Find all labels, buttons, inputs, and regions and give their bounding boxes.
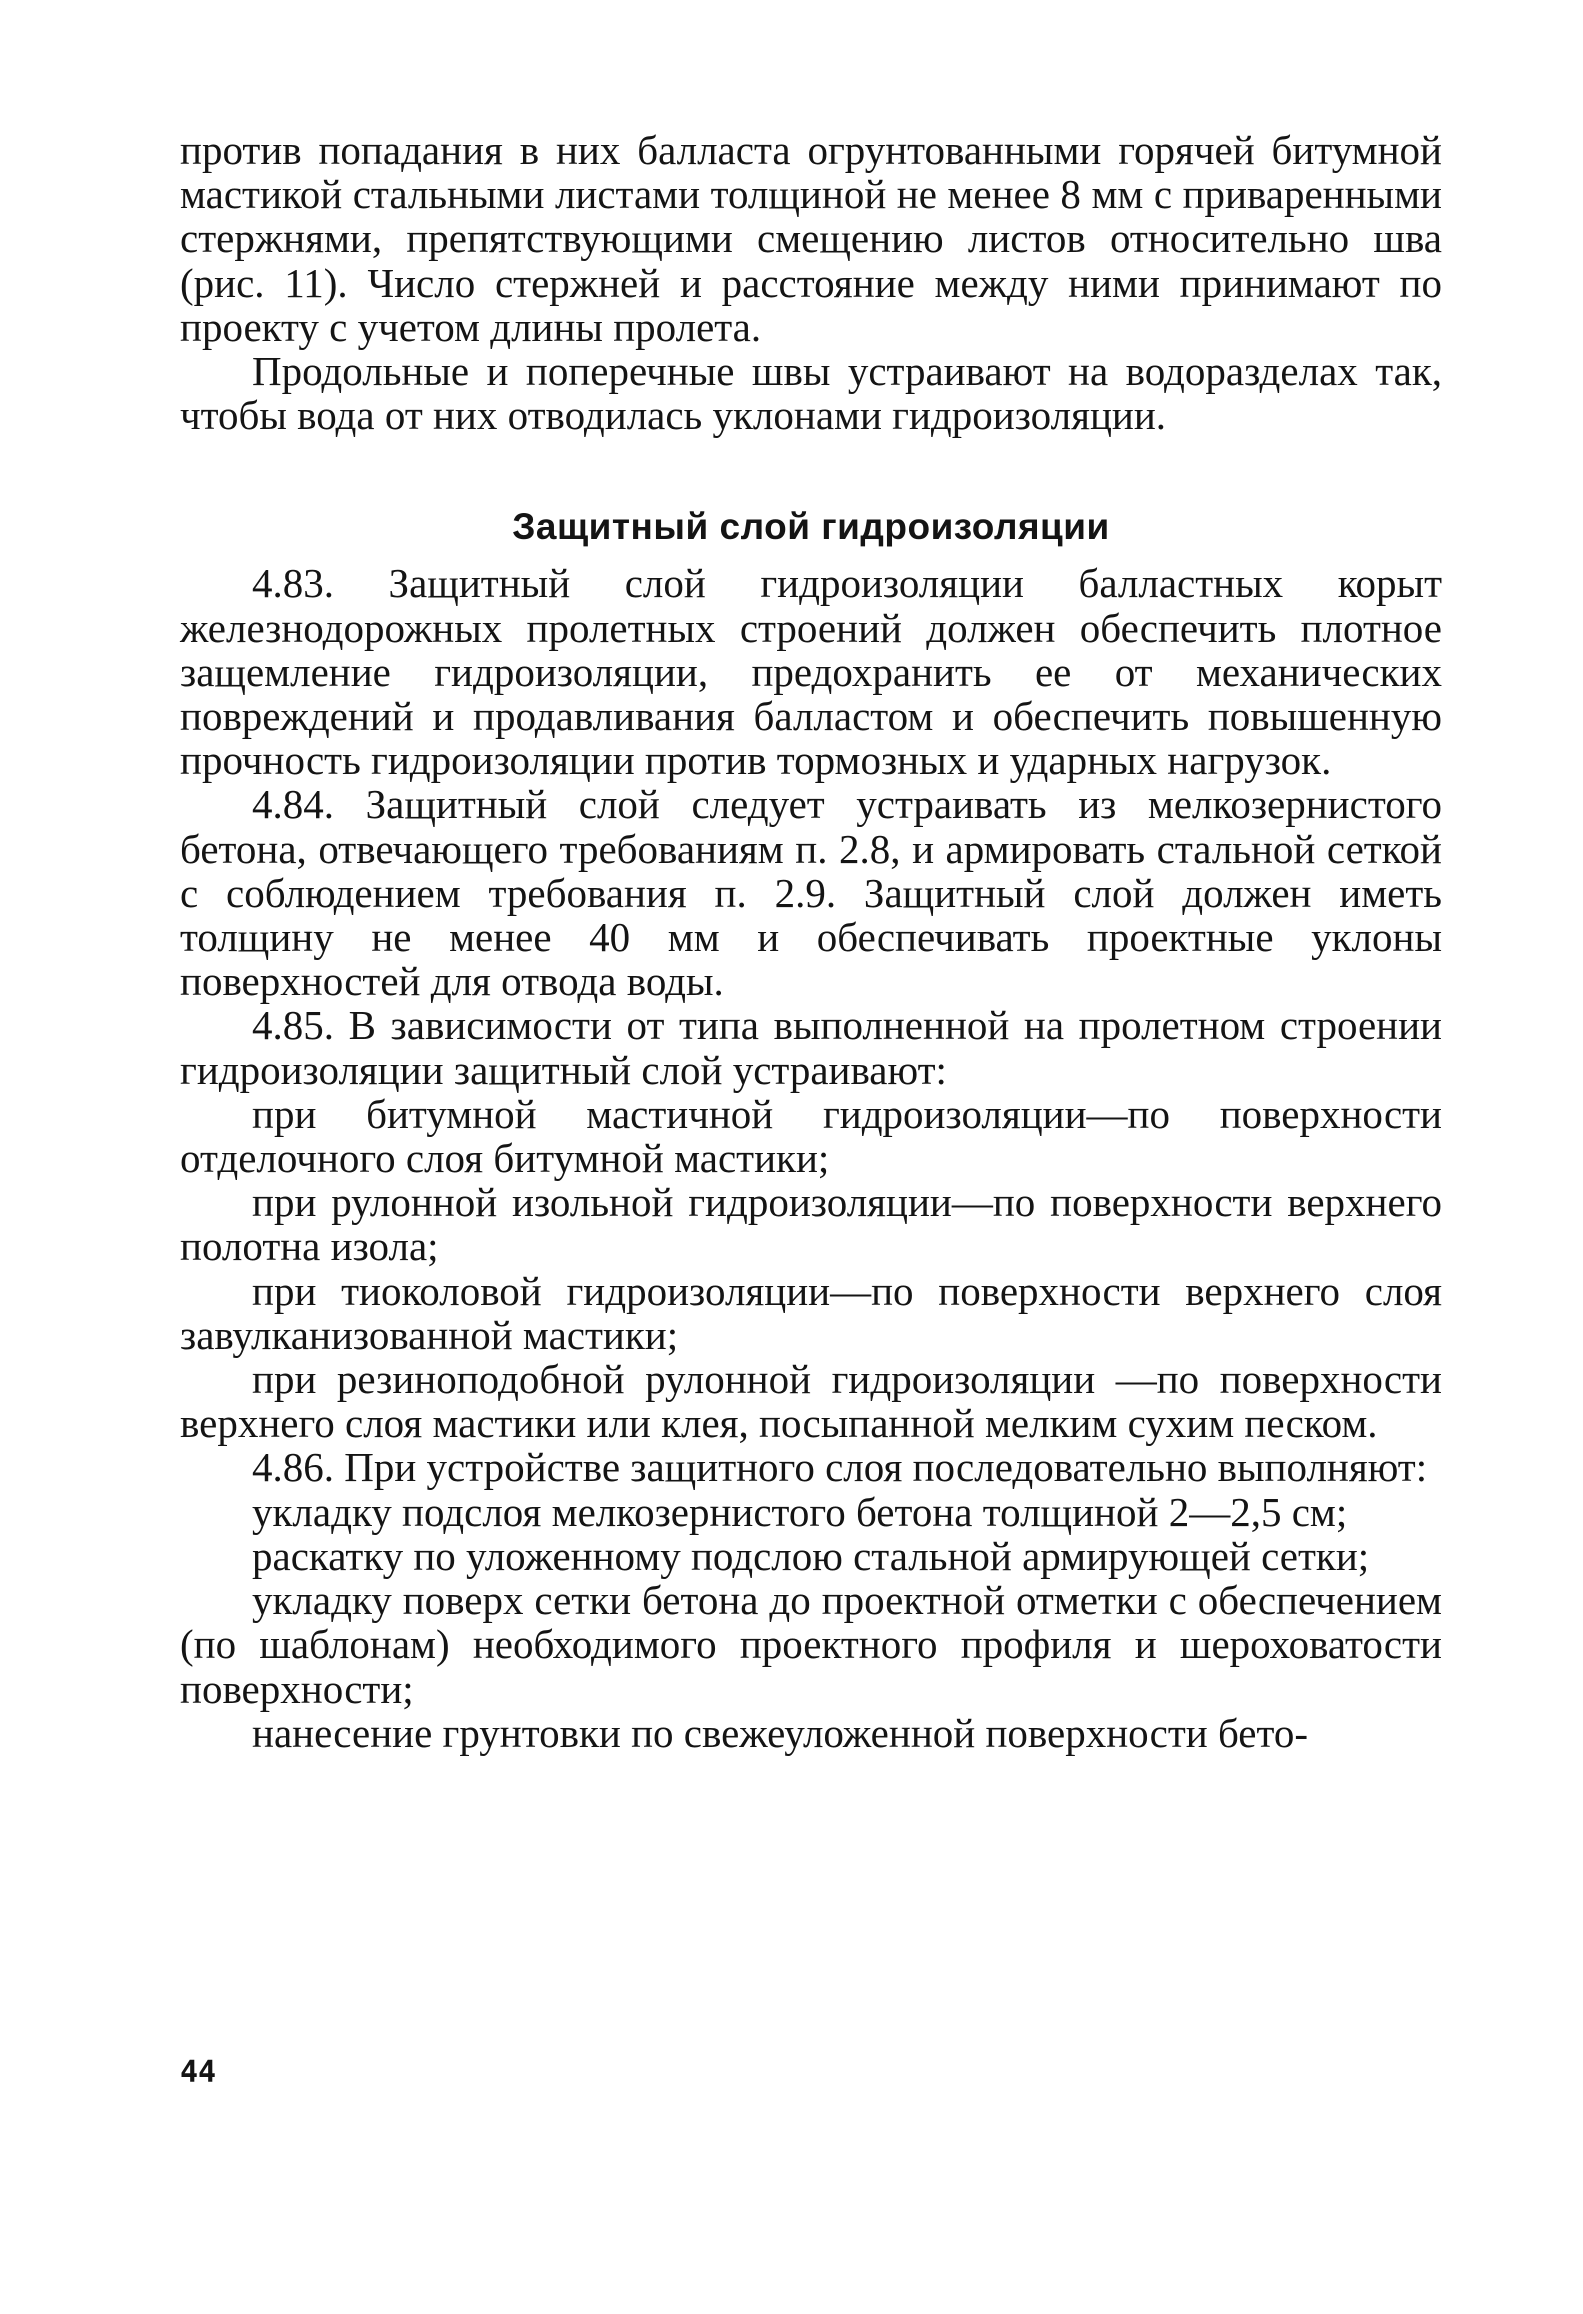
page-number: 44 [180, 2055, 217, 2090]
paragraph-4-84: 4.84. Защитный слой следует устраивать из мелкозернистого бетона, отвечающего требованиям п. 2.8, и армировать стальной сеткой с соблюдением требования п. 2.9. Защитный слой должен иметь толщину не менее 40 мм и обеспечивать проектные уклоны поверхностей для отвода воды. [180, 781, 1442, 1005]
paragraph-continued: против попадания в них балласта огрунтованными горячей битумной мастикой стальными листами толщиной не менее 8 мм с приваренными стержнями, препятствующими смещению листов относительно шва (рис. 11). Число стержней и расстояние между ними принимают по проекту с учетом длины пролета. [180, 127, 1442, 350]
paragraph-4-85: 4.85. В зависимости от типа выполненной на пролетном строении гидроизоляции защитный слой устраивают: [180, 1002, 1442, 1093]
list-item-concrete: укладку поверх сетки бетона до проектной отметки с обеспечением (по шаблонам) необходимого проектного профиля и шероховатости поверхности; [180, 1577, 1442, 1712]
section-heading: Защитный слой гидроизоляции [512, 506, 1110, 548]
paragraph-4-83: 4.83. Защитный слой гидроизоляции балластных корыт железнодорожных пролетных строений должен обеспечить плотное защемление гидроизоляции, предохранить ее от механических повреждений и продавливания балластом и обеспечить повышенную прочность гидроизоляции против тормозных и ударных нагрузок. [180, 560, 1442, 784]
list-item-rubber: при резиноподобной рулонной гидроизоляции —по поверхности верхнего слоя мастики или клея, посыпанной мелким сухим песком. [180, 1356, 1442, 1447]
paragraph-4-86: 4.86. При устройстве защитного слоя последовательно выполняют: [252, 1444, 1428, 1491]
list-item-primer: нанесение грунтовки по свежеуложенной поверхности бето- [252, 1709, 1309, 1756]
list-item-thiokol: при тиоколовой гидроизоляции—по поверхности верхнего слоя завулканизованной мастики; [180, 1267, 1442, 1358]
paragraph-seams: Продольные и поперечные швы устраивают на водоразделах так, чтобы вода от них отводилась уклонами гидроизоляции. [180, 348, 1442, 439]
list-item-bitumen: при битумной мастичной гидроизоляции—по поверхности отделочного слоя битумной мастики; [180, 1090, 1442, 1182]
document-page [180, 128, 1442, 1755]
list-item-izol: при рулонной изольной гидроизоляции—по поверхности верхнего полотна изола; [180, 1179, 1442, 1270]
list-item-sublayer: укладку подслоя мелкозернистого бетона толщиной 2—2,5 см; [252, 1488, 1348, 1535]
list-item-mesh: раскатку по уложенному подслою стальной армирующей сетки; [252, 1532, 1370, 1579]
